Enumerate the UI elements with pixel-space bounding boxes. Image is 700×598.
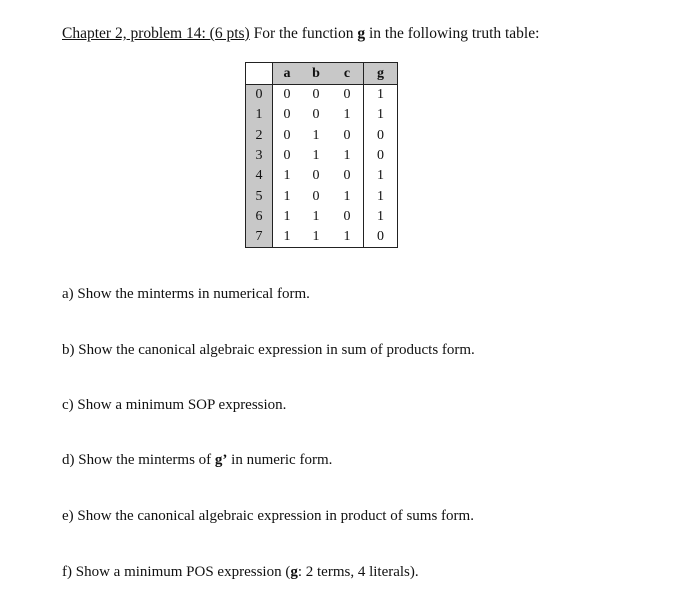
cell-c: 1 (343, 148, 351, 164)
question-d-text: d) Show the minterms of (62, 452, 215, 468)
question-f-text: f) Show a minimum POS expression ( (62, 564, 291, 580)
question-f-text-end: : 2 terms, 4 literals). (297, 564, 419, 580)
cell-a: 0 (283, 87, 291, 103)
heading-text-end: in the following truth table: (365, 25, 540, 42)
row-index: 5 (246, 186, 273, 206)
cell-c: 1 (343, 107, 351, 123)
row-index: 6 (246, 207, 273, 227)
cell-g: 1 (364, 105, 398, 125)
table-row (246, 166, 398, 186)
table-row (246, 146, 398, 166)
cell-c: 1 (343, 188, 351, 204)
cell-b: 1 (312, 148, 320, 164)
cell-b: 0 (312, 168, 320, 184)
table-row (246, 85, 398, 106)
cell-b: 1 (312, 208, 320, 224)
function-name: g (357, 25, 366, 42)
table-row (246, 105, 398, 125)
cell-b: 0 (312, 188, 320, 204)
cell-a: 1 (283, 208, 291, 224)
question-b: b) Show the canonical algebraic expression in sum of products form. (62, 342, 475, 358)
cell-a: 0 (283, 148, 291, 164)
g-complement: g’ (214, 452, 228, 468)
cell-b: 0 (312, 107, 320, 123)
table-row (246, 126, 398, 146)
header-b: b (301, 63, 331, 85)
header-c: c (331, 63, 364, 85)
cell-c: 1 (343, 229, 351, 245)
cell-a: 1 (283, 168, 291, 184)
table-row (246, 186, 398, 206)
cell-c: 0 (343, 208, 351, 224)
cell-b: 0 (312, 87, 320, 103)
question-a: a) Show the minterms in numerical form. (62, 286, 310, 302)
cell-a: 0 (283, 107, 291, 123)
question-e: e) Show the canonical algebraic expression in product of sums form. (62, 508, 474, 524)
function-g: g (290, 564, 298, 580)
cell-b: 1 (312, 229, 320, 245)
cell-g: 1 (364, 166, 398, 186)
cell-a: 1 (283, 188, 291, 204)
cell-a: 0 (283, 127, 291, 143)
row-index: 2 (246, 126, 273, 146)
header-index (246, 63, 273, 85)
cell-a: 1 (283, 229, 291, 245)
row-index: 7 (246, 227, 273, 248)
table-row (246, 207, 398, 227)
cell-g: 0 (364, 126, 398, 146)
cell-c: 0 (343, 168, 351, 184)
problem-label: Chapter 2, problem 14: (6 pts) (62, 25, 250, 42)
truth-table (245, 62, 398, 248)
row-index: 1 (246, 105, 273, 125)
row-index: 4 (246, 166, 273, 186)
cell-g: 1 (364, 186, 398, 206)
cell-b: 1 (312, 127, 320, 143)
question-c: c) Show a minimum SOP expression. (62, 397, 287, 413)
question-f (62, 564, 419, 581)
row-index: 0 (246, 85, 273, 106)
cell-c: 0 (343, 127, 351, 143)
cell-g: 0 (364, 146, 398, 166)
table-row (246, 227, 398, 248)
row-index: 3 (246, 146, 273, 166)
table-header-row (246, 63, 398, 85)
cell-g: 1 (364, 207, 398, 227)
heading-text: For the function (249, 25, 358, 42)
header-g: g (364, 63, 398, 85)
header-a: a (273, 63, 302, 85)
cell-g: 1 (364, 85, 398, 106)
problem-heading (62, 25, 539, 43)
question-d (62, 452, 332, 469)
cell-c: 0 (343, 87, 351, 103)
cell-g: 0 (364, 227, 398, 248)
question-d-text-end: in numeric form. (227, 452, 333, 468)
